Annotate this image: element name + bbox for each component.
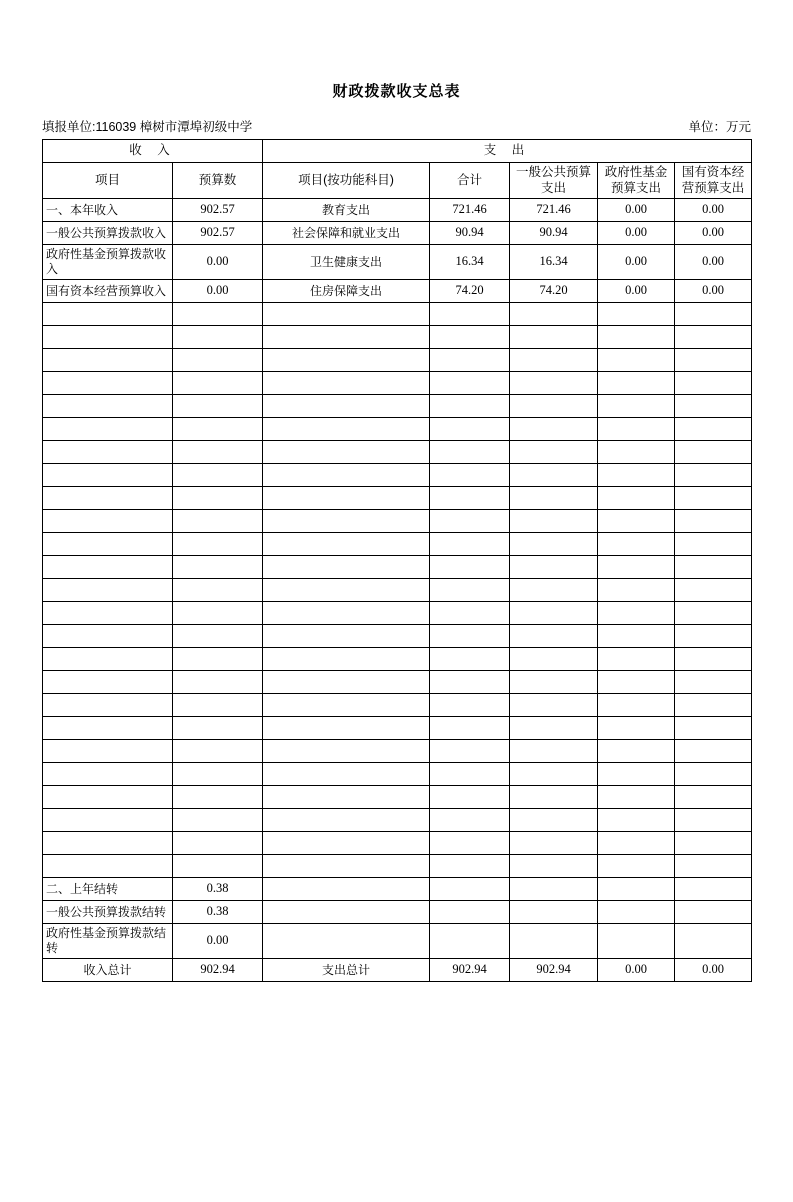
empty-cell [510, 533, 598, 556]
empty-cell [430, 625, 510, 648]
empty-cell [675, 510, 752, 533]
empty-cell [263, 602, 430, 625]
table-row-total [43, 959, 752, 982]
empty-cell [173, 510, 263, 533]
general-public-total: 902.94 [510, 959, 598, 982]
empty-cell [675, 395, 752, 418]
income-item-label: 国有资本经营预算收入 [43, 280, 173, 303]
income-budget-value: 0.00 [173, 924, 263, 959]
empty-cell [598, 809, 675, 832]
income-item-label: 一、本年收入 [43, 199, 173, 222]
income-total-label: 收入总计 [43, 959, 173, 982]
gov-fund-value: 0.00 [598, 199, 675, 222]
income-budget-value: 0.00 [173, 280, 263, 303]
column-header-expense-item: 项目(按功能科目) [263, 163, 430, 199]
empty-cell [675, 832, 752, 855]
empty-cell [598, 717, 675, 740]
table-row-empty [43, 395, 752, 418]
empty-cell [510, 349, 598, 372]
empty-cell [430, 326, 510, 349]
gov-fund-value [598, 924, 675, 959]
state-capital-value [675, 924, 752, 959]
table-row-empty [43, 648, 752, 671]
empty-cell [173, 855, 263, 878]
empty-cell [510, 464, 598, 487]
empty-cell [430, 671, 510, 694]
table-row-empty [43, 441, 752, 464]
empty-cell [598, 303, 675, 326]
general-public-value [510, 901, 598, 924]
empty-cell [598, 855, 675, 878]
gov-fund-value [598, 901, 675, 924]
table-row [43, 245, 752, 280]
budget-table [42, 139, 752, 982]
empty-cell [263, 372, 430, 395]
gov-fund-value: 0.00 [598, 280, 675, 303]
table-row-empty [43, 372, 752, 395]
income-item-label: 一般公共预算拨款结转 [43, 901, 173, 924]
empty-cell [598, 579, 675, 602]
empty-cell [675, 740, 752, 763]
income-item-label: 二、上年结转 [43, 878, 173, 901]
state-capital-value: 0.00 [675, 222, 752, 245]
empty-cell [430, 464, 510, 487]
empty-cell [43, 786, 173, 809]
table-row-empty [43, 510, 752, 533]
empty-cell [263, 395, 430, 418]
table-row-empty [43, 763, 752, 786]
empty-cell [510, 648, 598, 671]
empty-cell [430, 855, 510, 878]
gov-fund-value: 0.00 [598, 222, 675, 245]
expense-item-label: 教育支出 [263, 199, 430, 222]
gov-fund-value: 0.00 [598, 245, 675, 280]
empty-cell [510, 303, 598, 326]
expense-total-value [430, 924, 510, 959]
empty-cell [43, 832, 173, 855]
empty-cell [173, 556, 263, 579]
empty-cell [43, 372, 173, 395]
empty-cell [430, 556, 510, 579]
currency-unit-label: 单位：万元 [688, 120, 751, 134]
empty-cell [263, 648, 430, 671]
expense-item-label [263, 901, 430, 924]
empty-cell [173, 740, 263, 763]
general-public-value [510, 924, 598, 959]
empty-cell [430, 717, 510, 740]
table-column-header-row [43, 163, 752, 199]
empty-cell [675, 602, 752, 625]
empty-cell [675, 763, 752, 786]
empty-cell [675, 326, 752, 349]
table-row-empty [43, 464, 752, 487]
empty-cell [510, 510, 598, 533]
table-row-empty [43, 786, 752, 809]
state-capital-value [675, 878, 752, 901]
expense-total-value: 90.94 [430, 222, 510, 245]
empty-cell [263, 349, 430, 372]
empty-cell [510, 625, 598, 648]
empty-cell [43, 855, 173, 878]
empty-cell [263, 533, 430, 556]
document-meta [42, 117, 751, 135]
income-budget-value: 902.57 [173, 222, 263, 245]
expense-item-label [263, 878, 430, 901]
empty-cell [173, 326, 263, 349]
empty-cell [263, 717, 430, 740]
empty-cell [43, 556, 173, 579]
table-row-empty [43, 855, 752, 878]
column-header-income-item: 项目 [43, 163, 173, 199]
empty-cell [430, 786, 510, 809]
empty-cell [598, 832, 675, 855]
table-row-empty [43, 326, 752, 349]
table-row-empty [43, 832, 752, 855]
table-row-empty [43, 671, 752, 694]
table-row [43, 199, 752, 222]
income-item-label: 政府性基金预算拨款结转 [43, 924, 173, 959]
income-budget-value: 0.38 [173, 901, 263, 924]
empty-cell [43, 303, 173, 326]
empty-cell [510, 418, 598, 441]
empty-cell [263, 418, 430, 441]
table-row-empty [43, 809, 752, 832]
empty-cell [430, 395, 510, 418]
empty-cell [675, 303, 752, 326]
empty-cell [173, 717, 263, 740]
table-row [43, 222, 752, 245]
empty-cell [510, 717, 598, 740]
empty-cell [43, 418, 173, 441]
empty-cell [510, 694, 598, 717]
empty-cell [263, 809, 430, 832]
empty-cell [173, 671, 263, 694]
empty-cell [43, 694, 173, 717]
empty-cell [173, 579, 263, 602]
empty-cell [43, 326, 173, 349]
empty-cell [598, 533, 675, 556]
empty-cell [430, 418, 510, 441]
empty-cell [510, 832, 598, 855]
empty-cell [430, 510, 510, 533]
empty-cell [173, 533, 263, 556]
expense-total-value: 74.20 [430, 280, 510, 303]
empty-cell [173, 303, 263, 326]
empty-cell [598, 602, 675, 625]
empty-cell [43, 763, 173, 786]
gov-fund-value [598, 878, 675, 901]
empty-cell [510, 372, 598, 395]
empty-cell [598, 786, 675, 809]
group-header-expense: 支 出 [263, 140, 752, 163]
empty-cell [510, 326, 598, 349]
page-title: 财政拨款收支总表 [332, 83, 461, 100]
empty-cell [43, 625, 173, 648]
empty-cell [43, 717, 173, 740]
empty-cell [598, 418, 675, 441]
empty-cell [43, 487, 173, 510]
empty-cell [510, 671, 598, 694]
table-row-empty [43, 487, 752, 510]
document-page [0, 80, 793, 1202]
empty-cell [675, 648, 752, 671]
expense-total-sum: 902.94 [430, 959, 510, 982]
table-row-empty [43, 694, 752, 717]
empty-cell [510, 786, 598, 809]
empty-cell [43, 671, 173, 694]
empty-cell [598, 487, 675, 510]
empty-cell [43, 510, 173, 533]
expense-total-label: 支出总计 [263, 959, 430, 982]
empty-cell [675, 809, 752, 832]
empty-cell [173, 786, 263, 809]
empty-cell [263, 326, 430, 349]
empty-cell [263, 855, 430, 878]
empty-cell [675, 464, 752, 487]
empty-cell [598, 441, 675, 464]
column-header-total: 合计 [430, 163, 510, 199]
empty-cell [430, 533, 510, 556]
table-row-empty [43, 717, 752, 740]
empty-cell [675, 418, 752, 441]
general-public-value [510, 878, 598, 901]
empty-cell [675, 487, 752, 510]
empty-cell [430, 372, 510, 395]
table-row-carryover [43, 924, 752, 959]
income-item-label: 一般公共预算拨款收入 [43, 222, 173, 245]
empty-cell [598, 556, 675, 579]
empty-cell [430, 694, 510, 717]
income-budget-value: 0.00 [173, 245, 263, 280]
empty-cell [430, 763, 510, 786]
income-item-label: 政府性基金预算拨款收入 [43, 245, 173, 280]
empty-cell [173, 372, 263, 395]
empty-cell [675, 533, 752, 556]
empty-cell [263, 441, 430, 464]
empty-cell [510, 487, 598, 510]
gov-fund-total: 0.00 [598, 959, 675, 982]
column-header-income-budget: 预算数 [173, 163, 263, 199]
empty-cell [173, 602, 263, 625]
empty-cell [510, 602, 598, 625]
expense-item-label [263, 924, 430, 959]
empty-cell [430, 602, 510, 625]
expense-total-value: 721.46 [430, 199, 510, 222]
empty-cell [675, 855, 752, 878]
empty-cell [675, 349, 752, 372]
empty-cell [43, 579, 173, 602]
expense-item-label: 卫生健康支出 [263, 245, 430, 280]
reporting-unit-label: 填报单位:116039 樟树市潭埠初级中学 [42, 120, 253, 134]
table-row-carryover [43, 901, 752, 924]
empty-cell [675, 671, 752, 694]
table-row-empty [43, 349, 752, 372]
empty-cell [510, 809, 598, 832]
empty-cell [675, 579, 752, 602]
empty-cell [173, 464, 263, 487]
table-row-carryover [43, 878, 752, 901]
state-capital-value [675, 901, 752, 924]
empty-cell [598, 625, 675, 648]
empty-cell [263, 556, 430, 579]
empty-cell [598, 671, 675, 694]
empty-cell [173, 832, 263, 855]
table-row-empty [43, 418, 752, 441]
empty-cell [430, 349, 510, 372]
empty-cell [598, 763, 675, 786]
table-row-empty [43, 303, 752, 326]
general-public-value: 90.94 [510, 222, 598, 245]
empty-cell [263, 625, 430, 648]
table-row-empty [43, 533, 752, 556]
empty-cell [675, 372, 752, 395]
state-capital-total: 0.00 [675, 959, 752, 982]
empty-cell [173, 441, 263, 464]
empty-cell [173, 763, 263, 786]
empty-cell [430, 487, 510, 510]
income-budget-value: 0.38 [173, 878, 263, 901]
empty-cell [43, 809, 173, 832]
empty-cell [598, 740, 675, 763]
empty-cell [675, 717, 752, 740]
empty-cell [263, 740, 430, 763]
expense-total-value: 16.34 [430, 245, 510, 280]
empty-cell [263, 694, 430, 717]
empty-cell [173, 418, 263, 441]
empty-cell [173, 694, 263, 717]
empty-cell [43, 464, 173, 487]
table-row [43, 280, 752, 303]
general-public-value: 16.34 [510, 245, 598, 280]
empty-cell [263, 303, 430, 326]
empty-cell [675, 556, 752, 579]
table-group-header-row [43, 140, 752, 163]
empty-cell [263, 510, 430, 533]
empty-cell [263, 763, 430, 786]
empty-cell [430, 809, 510, 832]
table-row-empty [43, 740, 752, 763]
table-row-empty [43, 556, 752, 579]
expense-total-value [430, 878, 510, 901]
empty-cell [43, 395, 173, 418]
empty-cell [173, 809, 263, 832]
empty-cell [598, 464, 675, 487]
expense-item-label: 住房保障支出 [263, 280, 430, 303]
empty-cell [510, 556, 598, 579]
general-public-value: 721.46 [510, 199, 598, 222]
empty-cell [675, 625, 752, 648]
empty-cell [510, 579, 598, 602]
general-public-value: 74.20 [510, 280, 598, 303]
income-total-value: 902.94 [173, 959, 263, 982]
empty-cell [43, 602, 173, 625]
empty-cell [598, 648, 675, 671]
empty-cell [43, 740, 173, 763]
table-row-empty [43, 625, 752, 648]
empty-cell [510, 441, 598, 464]
empty-cell [43, 441, 173, 464]
empty-cell [43, 533, 173, 556]
empty-cell [173, 625, 263, 648]
empty-cell [263, 671, 430, 694]
empty-cell [510, 855, 598, 878]
empty-cell [430, 648, 510, 671]
table-row-empty [43, 602, 752, 625]
column-header-general-public: 一般公共预算支出 [510, 163, 598, 199]
empty-cell [263, 487, 430, 510]
empty-cell [43, 349, 173, 372]
empty-cell [263, 579, 430, 602]
state-capital-value: 0.00 [675, 199, 752, 222]
empty-cell [675, 786, 752, 809]
empty-cell [430, 441, 510, 464]
empty-cell [598, 395, 675, 418]
empty-cell [510, 740, 598, 763]
empty-cell [173, 648, 263, 671]
empty-cell [598, 694, 675, 717]
empty-cell [598, 326, 675, 349]
empty-cell [675, 694, 752, 717]
expense-item-label: 社会保障和就业支出 [263, 222, 430, 245]
column-header-gov-fund: 政府性基金预算支出 [598, 163, 675, 199]
empty-cell [263, 786, 430, 809]
empty-cell [430, 832, 510, 855]
column-header-state-capital: 国有资本经营预算支出 [675, 163, 752, 199]
empty-cell [43, 648, 173, 671]
empty-cell [510, 395, 598, 418]
empty-cell [598, 372, 675, 395]
empty-cell [430, 303, 510, 326]
table-row-empty [43, 579, 752, 602]
state-capital-value: 0.00 [675, 245, 752, 280]
empty-cell [430, 579, 510, 602]
state-capital-value: 0.00 [675, 280, 752, 303]
group-header-income: 收 入 [43, 140, 263, 163]
empty-cell [675, 441, 752, 464]
empty-cell [173, 395, 263, 418]
empty-cell [173, 487, 263, 510]
empty-cell [598, 349, 675, 372]
empty-cell [263, 464, 430, 487]
empty-cell [598, 510, 675, 533]
empty-cell [173, 349, 263, 372]
empty-cell [430, 740, 510, 763]
empty-cell [510, 763, 598, 786]
expense-total-value [430, 901, 510, 924]
income-budget-value: 902.57 [173, 199, 263, 222]
empty-cell [263, 832, 430, 855]
